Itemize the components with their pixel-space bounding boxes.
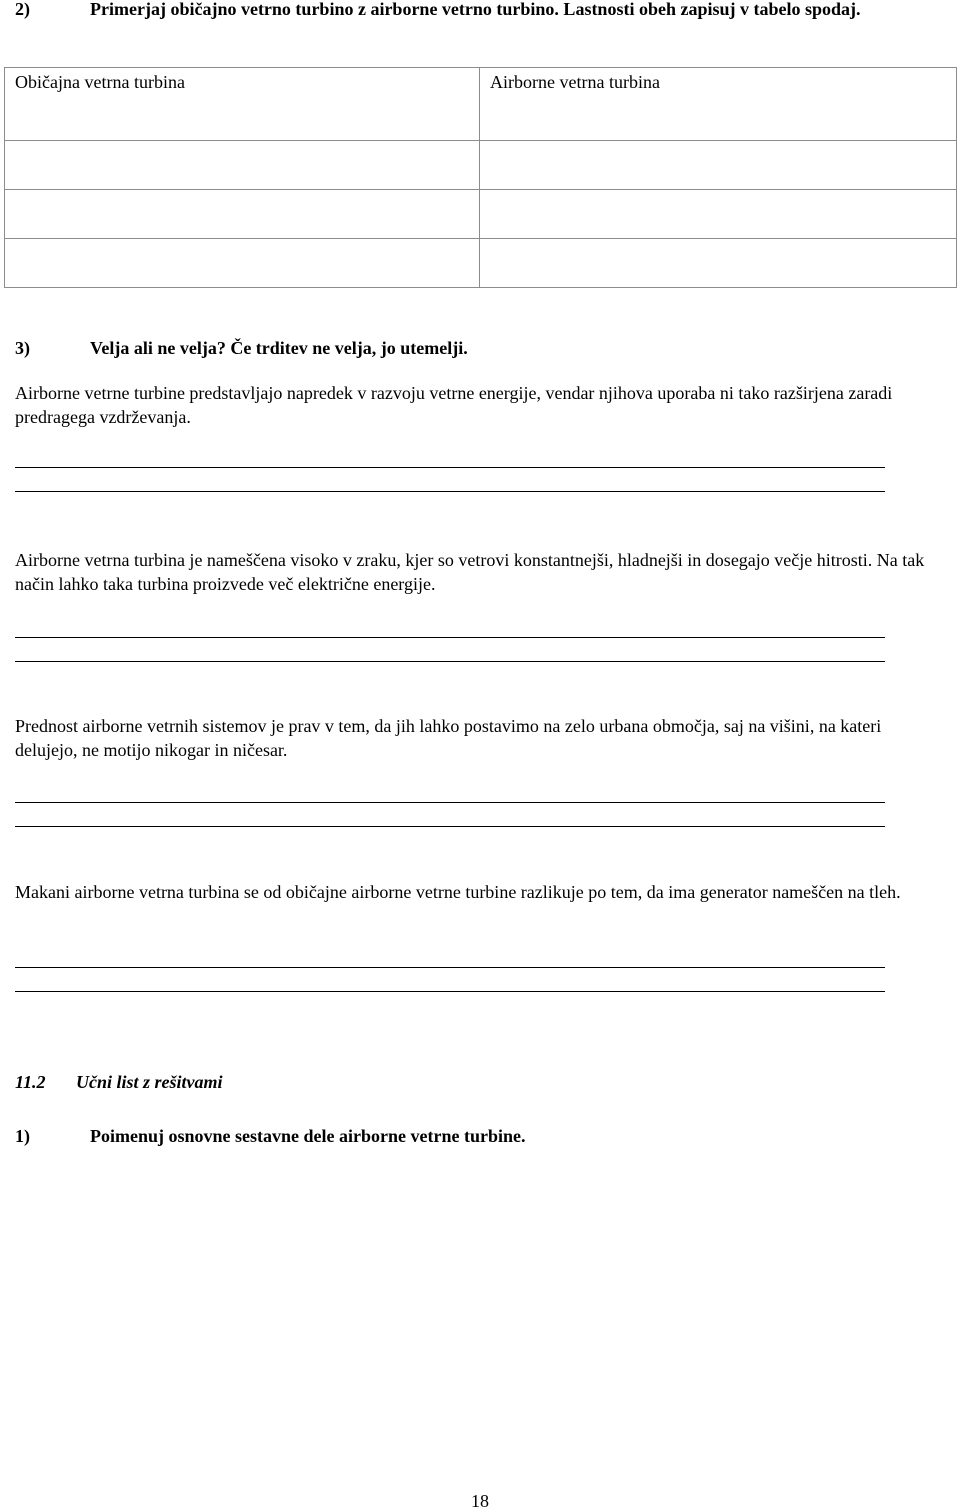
table-header-airborne: Airborne vetrna turbina xyxy=(490,72,660,92)
statement-2: Airborne vetrna turbina je nameščena visoko v zraku, kjer so vetrovi konstantnejši, hladnejši in dosegajo večje hitrosti. Na tak način lahko taka turbina proizvede več električne energije. xyxy=(15,550,925,594)
table-cell-airborne[interactable] xyxy=(480,239,957,288)
question-1-number: 1) xyxy=(15,1126,30,1146)
statement-4: Makani airborne vetrna turbina se od običajne airborne vetrne turbine razlikuje po tem, da ima generator nameščen na tleh. xyxy=(15,882,901,902)
answer-line[interactable] xyxy=(15,637,885,638)
table-header-cell xyxy=(480,68,957,141)
section-title: Učni list z rešitvami xyxy=(76,1072,223,1092)
question-2-text-block: Primerjaj običajno vetrno turbino z airborne vetrno turbino. Lastnosti obeh zapisuj v tabelo spodaj. xyxy=(90,0,861,19)
answer-line[interactable] xyxy=(15,967,885,968)
answer-line[interactable] xyxy=(15,802,885,803)
answer-line[interactable] xyxy=(15,491,885,492)
answer-line[interactable] xyxy=(15,826,885,827)
table-header-conventional: Običajna vetrna turbina xyxy=(15,72,185,92)
answer-line[interactable] xyxy=(15,661,885,662)
table-cell-conventional[interactable] xyxy=(5,190,480,239)
table-cell-airborne[interactable] xyxy=(480,141,957,190)
question-3-number: 3) xyxy=(15,338,30,358)
statement-3: Prednost airborne vetrnih sistemov je prav v tem, da jih lahko postavimo na zelo urbana območja, saj na višini, na kateri delujejo, ne motijo nikogar in ničesar. xyxy=(15,716,882,760)
table-header-cell xyxy=(5,68,480,141)
question-3-text: Velja ali ne velja? Če trditev ne velja, jo utemelji. xyxy=(90,338,468,358)
table-cell-conventional[interactable] xyxy=(5,239,480,288)
statement-1: Airborne vetrne turbine predstavljajo napredek v razvoju vetrne energije, vendar njihova uporaba ni tako razširjena zaradi predragega vzdrževanja. xyxy=(15,383,893,427)
answer-line[interactable] xyxy=(15,991,885,992)
table-cell-airborne[interactable] xyxy=(480,190,957,239)
comparison-table xyxy=(4,67,957,288)
question-2-number: 2) xyxy=(15,0,30,19)
section-number: 11.2 xyxy=(15,1072,46,1092)
answer-line[interactable] xyxy=(15,467,885,468)
table-cell-conventional[interactable] xyxy=(5,141,480,190)
page-number: 18 xyxy=(471,1491,489,1511)
question-1-text: Poimenuj osnovne sestavne dele airborne vetrne turbine. xyxy=(90,1126,526,1146)
